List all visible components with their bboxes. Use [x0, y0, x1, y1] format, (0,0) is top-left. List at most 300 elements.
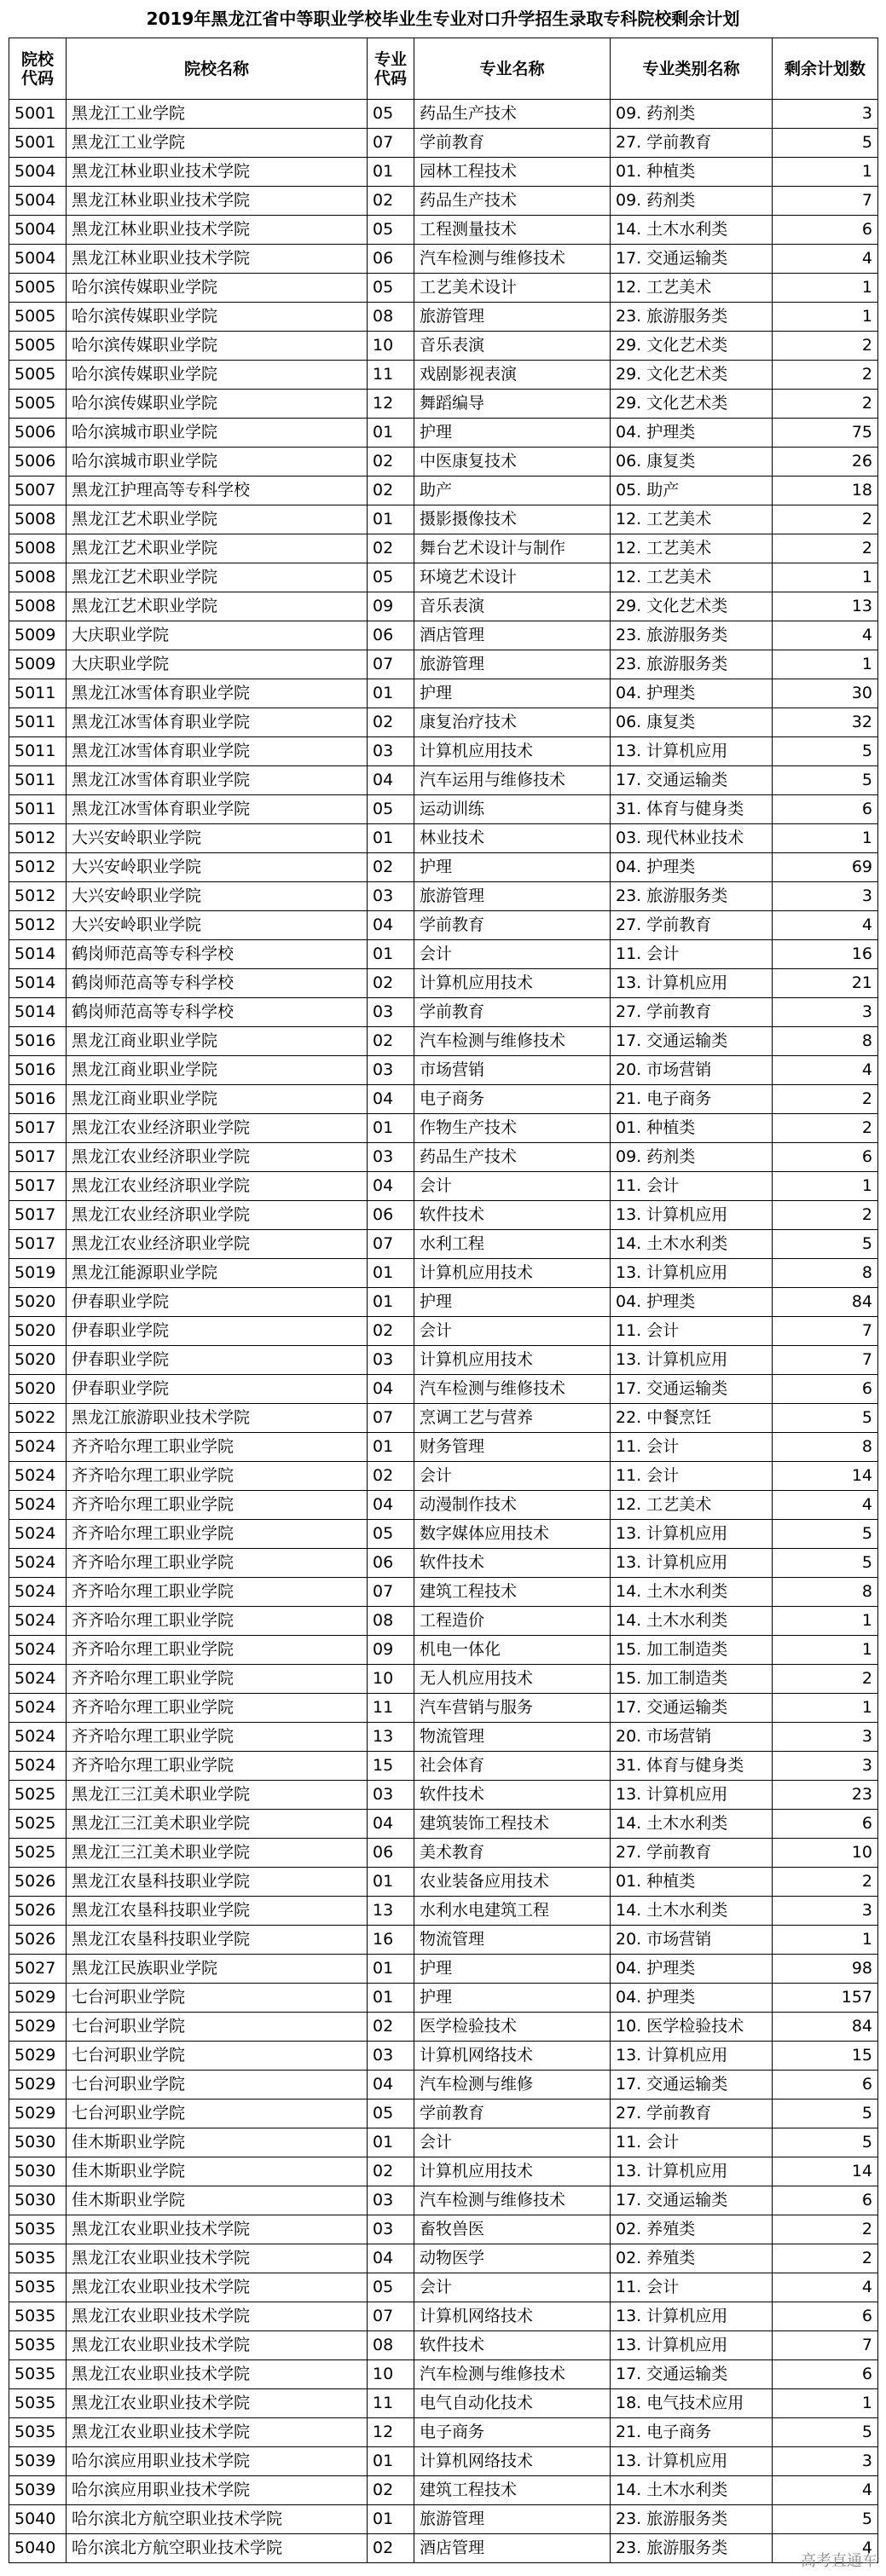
cell-school-name: 黑龙江农业经济职业学院	[67, 1230, 368, 1259]
cell-school-code: 5020	[9, 1317, 67, 1346]
table-row	[9, 650, 878, 679]
cell-school-name: 鹤岗师范高等专科学校	[67, 940, 368, 969]
cell-school-name: 齐齐哈尔理工职业学院	[67, 1694, 368, 1723]
cell-category: 14. 土木水利类	[611, 1230, 773, 1259]
cell-remaining: 13	[773, 592, 878, 621]
cell-major-code: 04	[368, 766, 414, 795]
cell-school-name: 佳木斯职业学院	[67, 2128, 368, 2157]
cell-remaining: 5	[773, 766, 878, 795]
cell-major-name: 舞蹈编导	[414, 390, 611, 419]
cell-school-name: 黑龙江农垦科技职业学院	[67, 1897, 368, 1926]
cell-remaining: 4	[773, 621, 878, 650]
cell-school-code: 5020	[9, 1288, 67, 1317]
cell-school-name: 黑龙江艺术职业学院	[67, 563, 368, 592]
cell-major-code: 06	[368, 1549, 414, 1578]
cell-major-name: 酒店管理	[414, 2534, 611, 2563]
cell-major-code: 04	[368, 2244, 414, 2273]
cell-school-name: 黑龙江农垦科技职业学院	[67, 1926, 368, 1955]
cell-major-name: 农业装备应用技术	[414, 1868, 611, 1897]
cell-major-name: 工程测量技术	[414, 216, 611, 245]
cell-remaining: 15	[773, 2042, 878, 2071]
cell-remaining: 1	[773, 274, 878, 303]
cell-school-name: 黑龙江农业经济职业学院	[67, 1143, 368, 1172]
cell-remaining: 2	[773, 505, 878, 534]
cell-category: 20. 市场营销	[611, 1926, 773, 1955]
cell-major-code: 03	[368, 2215, 414, 2244]
cell-school-code: 5017	[9, 1114, 67, 1143]
cell-school-name: 哈尔滨传媒职业学院	[67, 390, 368, 419]
cell-school-code: 5007	[9, 477, 67, 505]
cell-category: 09. 药剂类	[611, 187, 773, 216]
cell-remaining: 1	[773, 1636, 878, 1665]
cell-remaining: 3	[773, 2447, 878, 2476]
cell-category: 31. 体育与健身类	[611, 1752, 773, 1781]
cell-school-name: 哈尔滨北方航空职业技术学院	[67, 2534, 368, 2563]
table-row	[9, 1868, 878, 1897]
cell-category: 14. 土木水利类	[611, 2476, 773, 2505]
cell-category: 29. 文化艺术类	[611, 390, 773, 419]
header-school-code: 院校代码	[9, 38, 67, 100]
cell-major-code: 03	[368, 882, 414, 911]
cell-major-name: 电气自动化技术	[414, 2389, 611, 2418]
cell-category: 17. 交通运输类	[611, 2071, 773, 2099]
cell-school-name: 黑龙江旅游职业技术学院	[67, 1404, 368, 1433]
cell-major-name: 旅游管理	[414, 2505, 611, 2534]
cell-category: 04. 护理类	[611, 853, 773, 882]
cell-category: 13. 计算机应用	[611, 2447, 773, 2476]
cell-category: 13. 计算机应用	[611, 1201, 773, 1230]
cell-remaining: 84	[773, 2013, 878, 2042]
table-row	[9, 419, 878, 448]
cell-category: 11. 会计	[611, 1172, 773, 1201]
cell-school-code: 5005	[9, 390, 67, 419]
table-row	[9, 2331, 878, 2360]
cell-remaining: 23	[773, 1781, 878, 1810]
cell-remaining: 6	[773, 1375, 878, 1404]
cell-major-name: 旅游管理	[414, 650, 611, 679]
cell-school-code: 5027	[9, 1955, 67, 1984]
table-row	[9, 1955, 878, 1984]
cell-category: 21. 电子商务	[611, 1085, 773, 1114]
cell-major-code: 01	[368, 2128, 414, 2157]
cell-remaining: 6	[773, 2071, 878, 2099]
cell-category: 23. 旅游服务类	[611, 303, 773, 332]
cell-school-name: 鹤岗师范高等专科学校	[67, 969, 368, 998]
cell-major-code: 11	[368, 361, 414, 390]
cell-remaining: 84	[773, 1288, 878, 1317]
cell-school-code: 5016	[9, 1056, 67, 1085]
cell-remaining: 5	[773, 2099, 878, 2128]
table-row	[9, 1085, 878, 1114]
cell-major-code: 13	[368, 1723, 414, 1752]
cell-remaining: 2	[773, 1201, 878, 1230]
cell-major-code: 07	[368, 1578, 414, 1607]
cell-school-code: 5006	[9, 419, 67, 448]
cell-school-name: 哈尔滨传媒职业学院	[67, 274, 368, 303]
cell-school-code: 5024	[9, 1520, 67, 1549]
cell-school-code: 5024	[9, 1578, 67, 1607]
cell-category: 17. 交通运输类	[611, 245, 773, 274]
table-row	[9, 1694, 878, 1723]
cell-category: 29. 文化艺术类	[611, 332, 773, 361]
cell-major-name: 动物医学	[414, 2244, 611, 2273]
cell-school-code: 5030	[9, 2157, 67, 2186]
cell-school-code: 5035	[9, 2331, 67, 2360]
cell-school-code: 5024	[9, 1723, 67, 1752]
cell-school-code: 5004	[9, 158, 67, 187]
cell-major-name: 汽车检测与维修技术	[414, 2360, 611, 2389]
cell-remaining: 1	[773, 1172, 878, 1201]
cell-major-name: 物流管理	[414, 1723, 611, 1752]
cell-major-code: 03	[368, 998, 414, 1027]
cell-major-name: 物流管理	[414, 1926, 611, 1955]
table-row	[9, 708, 878, 737]
cell-school-name: 大兴安岭职业学院	[67, 911, 368, 940]
cell-school-name: 七台河职业学院	[67, 2042, 368, 2071]
table-row	[9, 1404, 878, 1433]
table-row	[9, 1984, 878, 2013]
table-row	[9, 2534, 878, 2563]
cell-school-name: 黑龙江冰雪体育职业学院	[67, 795, 368, 824]
table-row	[9, 1520, 878, 1549]
table-row	[9, 766, 878, 795]
table-row	[9, 477, 878, 505]
cell-school-code: 5024	[9, 1665, 67, 1694]
cell-remaining: 2	[773, 534, 878, 563]
cell-school-name: 齐齐哈尔理工职业学院	[67, 1665, 368, 1694]
cell-major-name: 学前教育	[414, 998, 611, 1027]
cell-school-name: 黑龙江三江美术职业学院	[67, 1839, 368, 1868]
cell-major-code: 10	[368, 332, 414, 361]
cell-major-name: 汽车检测与维修技术	[414, 245, 611, 274]
cell-major-code: 04	[368, 911, 414, 940]
cell-category: 23. 旅游服务类	[611, 650, 773, 679]
cell-major-code: 02	[368, 477, 414, 505]
cell-category: 05. 助产	[611, 477, 773, 505]
cell-school-code: 5008	[9, 592, 67, 621]
cell-school-code: 5011	[9, 679, 67, 708]
cell-major-code: 01	[368, 940, 414, 969]
cell-school-name: 齐齐哈尔理工职业学院	[67, 1607, 368, 1636]
table-row	[9, 187, 878, 216]
table-row	[9, 998, 878, 1027]
cell-remaining: 18	[773, 477, 878, 505]
cell-category: 01. 种植类	[611, 1114, 773, 1143]
cell-school-code: 5035	[9, 2418, 67, 2447]
cell-category: 27. 学前教育	[611, 129, 773, 158]
cell-school-name: 黑龙江冰雪体育职业学院	[67, 679, 368, 708]
cell-school-code: 5035	[9, 2360, 67, 2389]
cell-school-name: 伊春职业学院	[67, 1317, 368, 1346]
cell-major-code: 06	[368, 1201, 414, 1230]
cell-school-code: 5008	[9, 563, 67, 592]
cell-school-name: 哈尔滨传媒职业学院	[67, 332, 368, 361]
cell-major-name: 康复治疗技术	[414, 708, 611, 737]
cell-major-code: 03	[368, 1781, 414, 1810]
cell-school-code: 5040	[9, 2534, 67, 2563]
cell-category: 21. 电子商务	[611, 2418, 773, 2447]
cell-school-name: 黑龙江护理高等专科学校	[67, 477, 368, 505]
cell-school-name: 黑龙江农垦科技职业学院	[67, 1868, 368, 1897]
cell-major-name: 作物生产技术	[414, 1114, 611, 1143]
cell-remaining: 2	[773, 1868, 878, 1897]
cell-category: 11. 会计	[611, 2128, 773, 2157]
cell-school-code: 5029	[9, 2071, 67, 2099]
cell-school-name: 黑龙江工业学院	[67, 129, 368, 158]
cell-major-name: 汽车检测与维修	[414, 2071, 611, 2099]
table-row	[9, 534, 878, 563]
table-row	[9, 563, 878, 592]
cell-major-name: 会计	[414, 2273, 611, 2302]
cell-major-code: 09	[368, 1636, 414, 1665]
table-row	[9, 1578, 878, 1607]
cell-category: 04. 护理类	[611, 679, 773, 708]
cell-major-code: 02	[368, 853, 414, 882]
cell-major-name: 助产	[414, 477, 611, 505]
cell-school-name: 齐齐哈尔理工职业学院	[67, 1636, 368, 1665]
cell-remaining: 4	[773, 911, 878, 940]
cell-school-name: 鹤岗师范高等专科学校	[67, 998, 368, 1027]
table-row	[9, 361, 878, 390]
cell-major-code: 02	[368, 187, 414, 216]
cell-school-code: 5008	[9, 505, 67, 534]
cell-major-name: 运动训练	[414, 795, 611, 824]
table-row	[9, 679, 878, 708]
cell-major-code: 04	[368, 1375, 414, 1404]
cell-major-code: 05	[368, 2099, 414, 2128]
cell-school-code: 5005	[9, 274, 67, 303]
cell-category: 13. 计算机应用	[611, 1346, 773, 1375]
table-row	[9, 390, 878, 419]
cell-school-code: 5039	[9, 2476, 67, 2505]
cell-remaining: 2	[773, 390, 878, 419]
cell-major-code: 04	[368, 1491, 414, 1520]
cell-category: 12. 工艺美术	[611, 534, 773, 563]
cell-category: 15. 加工制造类	[611, 1636, 773, 1665]
cell-category: 20. 市场营销	[611, 1056, 773, 1085]
table-row	[9, 2418, 878, 2447]
cell-school-code: 5026	[9, 1868, 67, 1897]
cell-school-code: 5026	[9, 1926, 67, 1955]
cell-major-name: 无人机应用技术	[414, 1665, 611, 1694]
cell-school-code: 5025	[9, 1839, 67, 1868]
table-row	[9, 1491, 878, 1520]
cell-major-code: 06	[368, 621, 414, 650]
table-row	[9, 1839, 878, 1868]
cell-school-code: 5024	[9, 1752, 67, 1781]
cell-major-code: 04	[368, 1810, 414, 1839]
cell-major-code: 10	[368, 2360, 414, 2389]
cell-remaining: 21	[773, 969, 878, 998]
cell-category: 13. 计算机应用	[611, 1549, 773, 1578]
cell-school-name: 七台河职业学院	[67, 2099, 368, 2128]
cell-category: 14. 土木水利类	[611, 1810, 773, 1839]
cell-category: 13. 计算机应用	[611, 2042, 773, 2071]
cell-major-code: 07	[368, 650, 414, 679]
header-major-code: 专业代码	[368, 38, 414, 100]
cell-major-name: 林业技术	[414, 824, 611, 853]
cell-major-code: 12	[368, 2418, 414, 2447]
cell-school-name: 黑龙江艺术职业学院	[67, 592, 368, 621]
cell-remaining: 5	[773, 737, 878, 766]
cell-major-code: 07	[368, 1230, 414, 1259]
cell-school-name: 黑龙江农业经济职业学院	[67, 1172, 368, 1201]
cell-school-name: 七台河职业学院	[67, 1984, 368, 2013]
cell-category: 13. 计算机应用	[611, 1259, 773, 1288]
cell-category: 13. 计算机应用	[611, 1520, 773, 1549]
cell-category: 15. 加工制造类	[611, 1665, 773, 1694]
table-row	[9, 1259, 878, 1288]
cell-remaining: 2	[773, 332, 878, 361]
table-row	[9, 1288, 878, 1317]
remaining-plan-table	[9, 38, 878, 2563]
cell-major-code: 02	[368, 2534, 414, 2563]
cell-category: 10. 医学检验技术	[611, 2013, 773, 2042]
cell-school-name: 哈尔滨城市职业学院	[67, 448, 368, 477]
cell-remaining: 5	[773, 1230, 878, 1259]
cell-remaining: 3	[773, 998, 878, 1027]
cell-school-name: 伊春职业学院	[67, 1288, 368, 1317]
cell-category: 13. 计算机应用	[611, 737, 773, 766]
cell-category: 29. 文化艺术类	[611, 592, 773, 621]
cell-category: 09. 药剂类	[611, 1143, 773, 1172]
cell-school-name: 黑龙江商业职业学院	[67, 1056, 368, 1085]
cell-category: 23. 旅游服务类	[611, 2534, 773, 2563]
table-row	[9, 2389, 878, 2418]
cell-major-name: 中医康复技术	[414, 448, 611, 477]
table-row	[9, 2099, 878, 2128]
cell-category: 13. 计算机应用	[611, 2157, 773, 2186]
cell-school-name: 黑龙江农业经济职业学院	[67, 1114, 368, 1143]
cell-school-code: 5017	[9, 1172, 67, 1201]
cell-remaining: 7	[773, 2331, 878, 2360]
cell-school-code: 5020	[9, 1375, 67, 1404]
cell-category: 20. 市场营销	[611, 1723, 773, 1752]
cell-major-name: 计算机网络技术	[414, 2042, 611, 2071]
cell-category: 03. 现代林业技术	[611, 824, 773, 853]
cell-major-code: 01	[368, 2447, 414, 2476]
cell-remaining: 5	[773, 2128, 878, 2157]
header-major-name: 专业名称	[414, 38, 611, 100]
cell-school-code: 5014	[9, 998, 67, 1027]
cell-category: 13. 计算机应用	[611, 2331, 773, 2360]
cell-school-name: 齐齐哈尔理工职业学院	[67, 1578, 368, 1607]
cell-major-code: 02	[368, 2013, 414, 2042]
cell-major-name: 护理	[414, 679, 611, 708]
cell-major-code: 01	[368, 1433, 414, 1462]
cell-school-code: 5024	[9, 1549, 67, 1578]
cell-major-code: 02	[368, 1317, 414, 1346]
cell-category: 11. 会计	[611, 1433, 773, 1462]
table-row	[9, 1317, 878, 1346]
cell-school-code: 5035	[9, 2215, 67, 2244]
cell-remaining: 5	[773, 1404, 878, 1433]
cell-school-name: 齐齐哈尔理工职业学院	[67, 1520, 368, 1549]
cell-major-name: 财务管理	[414, 1433, 611, 1462]
table-row	[9, 592, 878, 621]
cell-school-name: 黑龙江农业职业技术学院	[67, 2389, 368, 2418]
table-row	[9, 737, 878, 766]
cell-major-name: 摄影摄像技术	[414, 505, 611, 534]
cell-remaining: 1	[773, 824, 878, 853]
table-row	[9, 1375, 878, 1404]
cell-school-name: 齐齐哈尔理工职业学院	[67, 1549, 368, 1578]
cell-category: 02. 养殖类	[611, 2244, 773, 2273]
cell-major-name: 医学检验技术	[414, 2013, 611, 2042]
cell-school-name: 大兴安岭职业学院	[67, 853, 368, 882]
cell-remaining: 32	[773, 708, 878, 737]
table-row	[9, 2505, 878, 2534]
cell-school-name: 黑龙江商业职业学院	[67, 1085, 368, 1114]
cell-major-code: 01	[368, 2505, 414, 2534]
table-row	[9, 1810, 878, 1839]
cell-category: 27. 学前教育	[611, 2099, 773, 2128]
table-row	[9, 1752, 878, 1781]
cell-major-code: 05	[368, 563, 414, 592]
table-body	[9, 100, 878, 2563]
cell-school-name: 黑龙江冰雪体育职业学院	[67, 766, 368, 795]
cell-school-name: 黑龙江工业学院	[67, 100, 368, 129]
cell-major-code: 11	[368, 1694, 414, 1723]
cell-category: 14. 土木水利类	[611, 216, 773, 245]
table-row	[9, 1230, 878, 1259]
cell-remaining: 2	[773, 361, 878, 390]
cell-major-name: 环境艺术设计	[414, 563, 611, 592]
cell-remaining: 4	[773, 2476, 878, 2505]
cell-major-code: 01	[368, 419, 414, 448]
cell-remaining: 1	[773, 158, 878, 187]
cell-remaining: 7	[773, 1346, 878, 1375]
cell-major-name: 汽车营销与服务	[414, 1694, 611, 1723]
cell-category: 12. 工艺美术	[611, 1491, 773, 1520]
cell-remaining: 1	[773, 1607, 878, 1636]
table-row	[9, 1897, 878, 1926]
cell-category: 13. 计算机应用	[611, 1781, 773, 1810]
cell-major-name: 汽车检测与维修技术	[414, 2186, 611, 2215]
cell-major-name: 美术教育	[414, 1839, 611, 1868]
cell-category: 06. 康复类	[611, 708, 773, 737]
cell-major-code: 02	[368, 448, 414, 477]
cell-school-name: 哈尔滨传媒职业学院	[67, 361, 368, 390]
cell-major-name: 旅游管理	[414, 303, 611, 332]
cell-remaining: 5	[773, 2505, 878, 2534]
cell-remaining: 14	[773, 1462, 878, 1491]
cell-school-code: 5035	[9, 2302, 67, 2331]
cell-major-name: 建筑工程技术	[414, 2476, 611, 2505]
cell-category: 23. 旅游服务类	[611, 2505, 773, 2534]
cell-major-name: 社会体育	[414, 1752, 611, 1781]
cell-major-name: 数字媒体应用技术	[414, 1520, 611, 1549]
table-row	[9, 2447, 878, 2476]
cell-major-name: 会计	[414, 940, 611, 969]
cell-category: 17. 交通运输类	[611, 2360, 773, 2389]
cell-major-code: 13	[368, 1897, 414, 1926]
cell-major-code: 11	[368, 2389, 414, 2418]
cell-category: 22. 中餐烹饪	[611, 1404, 773, 1433]
cell-school-name: 伊春职业学院	[67, 1346, 368, 1375]
cell-school-code: 5017	[9, 1230, 67, 1259]
cell-major-name: 护理	[414, 1984, 611, 2013]
cell-category: 04. 护理类	[611, 1955, 773, 1984]
table-row	[9, 1433, 878, 1462]
header-school-name: 院校名称	[67, 38, 368, 100]
cell-remaining: 1	[773, 563, 878, 592]
cell-school-name: 齐齐哈尔理工职业学院	[67, 1462, 368, 1491]
cell-major-code: 08	[368, 303, 414, 332]
cell-major-name: 旅游管理	[414, 882, 611, 911]
cell-major-name: 音乐表演	[414, 332, 611, 361]
cell-school-name: 哈尔滨城市职业学院	[67, 419, 368, 448]
